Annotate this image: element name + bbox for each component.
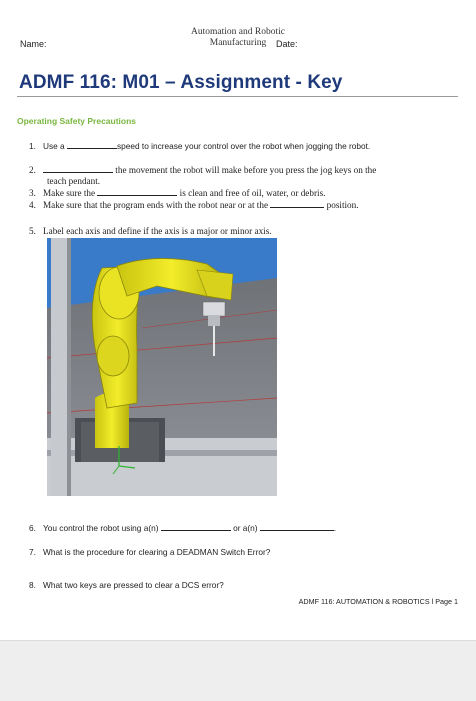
question-7	[29, 547, 270, 557]
question-text: .	[333, 523, 337, 533]
date-label: Date:	[276, 39, 298, 49]
question-2-continued: teach pendant.	[47, 176, 101, 186]
answer-blank[interactable]	[43, 164, 113, 173]
question-8	[29, 580, 224, 590]
question-1	[29, 140, 370, 151]
question-number: 7.	[29, 547, 36, 557]
name-label: Name:	[20, 39, 47, 49]
question-number: 2.	[29, 165, 36, 175]
title-rule	[17, 96, 458, 97]
robot-arm-image	[47, 238, 277, 496]
question-number: 6.	[29, 523, 36, 533]
question-5	[29, 226, 272, 236]
question-number: 3.	[29, 188, 36, 198]
question-number: 4.	[29, 200, 36, 210]
question-text: or a(n)	[233, 523, 258, 533]
question-text: is clean and free of oil, water, or debris.	[179, 188, 326, 198]
question-text: Label each axis and define if the axis is a major or minor axis.	[43, 226, 272, 236]
answer-blank[interactable]	[67, 140, 117, 149]
question-text: position.	[326, 200, 359, 210]
answer-blank[interactable]	[97, 187, 177, 196]
header-line-2: Manufacturing	[209, 38, 267, 48]
header-line-1: Automation and Robotic	[191, 27, 285, 37]
question-4	[29, 199, 359, 210]
page-footer: ADMF 116: AUTOMATION & ROBOTICS l Page 1	[298, 597, 458, 606]
question-6	[29, 522, 336, 533]
question-text: the movement the robot will make before you press the jog keys on the	[115, 165, 377, 175]
question-text: You control the robot using a(n)	[43, 523, 159, 533]
question-text: Make sure the	[43, 188, 96, 198]
question-text: Make sure that the program ends with the robot near or at the	[43, 200, 269, 210]
question-text: What is the procedure for clearing a DEADMAN Switch Error?	[43, 547, 271, 557]
answer-blank[interactable]	[161, 522, 231, 531]
question-text: Use a	[43, 141, 65, 151]
question-text: What two keys are pressed to clear a DCS error?	[43, 580, 224, 590]
question-3	[29, 187, 325, 198]
section-heading: Operating Safety Precautions	[17, 116, 137, 126]
question-number: 5.	[29, 226, 36, 236]
question-text: speed to increase your control over the robot when jogging the robot.	[117, 141, 371, 151]
question-number: 8.	[29, 580, 36, 590]
question-number: 1.	[29, 141, 36, 151]
answer-blank[interactable]	[270, 199, 324, 208]
page-title: ADMF 116: M01 – Assignment - Key	[19, 72, 343, 93]
answer-blank[interactable]	[260, 522, 337, 533]
viewer-background	[0, 640, 476, 701]
question-2	[29, 164, 376, 175]
